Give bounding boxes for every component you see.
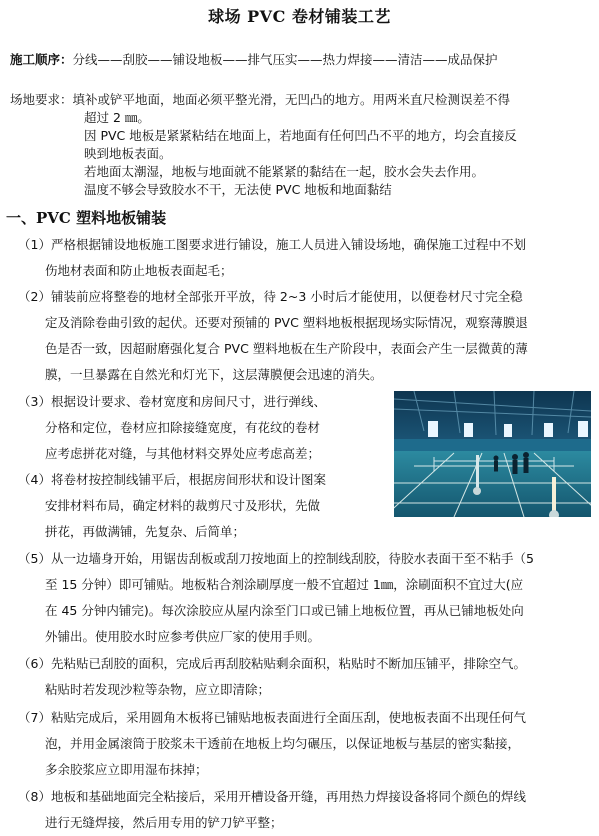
list-item: （3）根据设计要求、卷材宽度和房间尺寸，进行弹线、 分格和定位，卷材应扣除接缝宽度，有花纹的卷材 应考虑拼花对缝，与其他材料交界处应考虑高差； [18, 394, 326, 461]
list-item: （4）将卷材按控制线铺平后，根据房间形状和设计图案 安排材料布局，确定材料的裁剪尺寸及形状，先做 拼花，再做满铺，先复杂、后简单； [18, 472, 326, 539]
list-item: （8）地板和基础地面完全粘接后，采用开槽设备开缝，再用热力焊接设备将同个颜色的焊线 进行无缝焊接，然后用专用的铲刀铲平整； [18, 789, 526, 830]
requirement-label: 场地要求： [10, 92, 73, 107]
item-number: （5） [18, 551, 51, 566]
requirement-line: 温度不够会导致胶水不干，无法使 PVC 地板和地面黏结 [84, 182, 392, 197]
item-number: （1） [18, 237, 51, 252]
construction-order [10, 50, 498, 68]
requirement-line: 映到地板表面。 [84, 146, 172, 161]
item-number: （2） [18, 289, 51, 304]
requirement-line: 超过 2 ㎜。 [84, 110, 150, 125]
court-photo-illustration [394, 391, 591, 517]
list-item: （7）粘贴完成后，采用圆角木板将已铺贴地板表面进行全面压刮，使地板表面不出现任何气 泡，并用金属滚筒于胶浆未干透前在地板上均匀碾压，以保证地板与基层的密实黏接， 多余胶浆应立即用湿布抹掉； [18, 710, 526, 777]
site-requirements [10, 91, 595, 199]
section-heading: 一、PVC 塑料地板铺装 [6, 209, 167, 227]
requirement-line: 若地面太潮湿，地板与地面就不能紧紧的黏结在一起，胶水会失去作用。 [84, 164, 485, 179]
item-number: （3） [18, 394, 51, 409]
item-number: （7） [18, 710, 51, 725]
item-number: （4） [18, 472, 51, 487]
list-item: （1）严格根据铺设地板施工图要求进行铺设，施工人员进入铺设场地，确保施工过程中不划 伤地材表面和防止地板表面起毛； [18, 237, 526, 278]
item-number: （6） [18, 656, 51, 671]
list-item: （2）铺装前应将整卷的地材全部张开平放，待 2~3 小时后才能使用，以便卷材尺寸完全稳 定及消除卷曲引致的起伏。还要对预铺的 PVC 塑料地板根据现场实际情况，观察薄膜退 色是否一致，因超耐磨强化复合 PVC 塑料地板在生产阶段中，表面会产生一层微黄的薄 膜，一旦暴露在自然光和灯光下，这层薄膜便会迅速的消失。 [18, 289, 528, 382]
item-number: （8） [18, 789, 51, 804]
requirement-line: 场地要求：填补或铲平地面，地面必须平整光滑，无凹凸的地方。用两米直尺检测误差不得 [10, 92, 511, 107]
order-text: 分线——刮胶——铺设地板——排气压实——热力焊接——清洁——成品保护 [72, 52, 498, 67]
requirement-line: 因 PVC 地板是紧紧粘结在地面上，若地面有任何凹凸不平的地方，均会直接反 [84, 128, 517, 143]
court-photo [394, 391, 591, 517]
order-label: 施工顺序： [10, 52, 73, 67]
list-item: （5）从一边墙身开始，用锯齿刮板或刮刀按地面上的控制线刮胶，待胶水表面干至不粘手（5 至 15 分钟）即可铺贴。地板粘合剂涂刷厚度一般不宜超过 1㎜，涂刷面积不宜过大(应 在 45 分钟内铺完)。每次涂胶应从屋内涂至门口或已铺上地板位置，再从已铺地板处向 外铺出。使用胶水时应参考供应厂家的使用手则。 [18, 551, 534, 644]
page-title: 球场 PVC 卷材铺装工艺 [208, 7, 391, 26]
list-item: （6）先粘贴已刮胶的面积，完成后再刮胶粘贴剩余面积，粘贴时不断加压铺平，排除空气。 粘贴时若发现沙粒等杂物，应立即清除； [18, 656, 526, 697]
